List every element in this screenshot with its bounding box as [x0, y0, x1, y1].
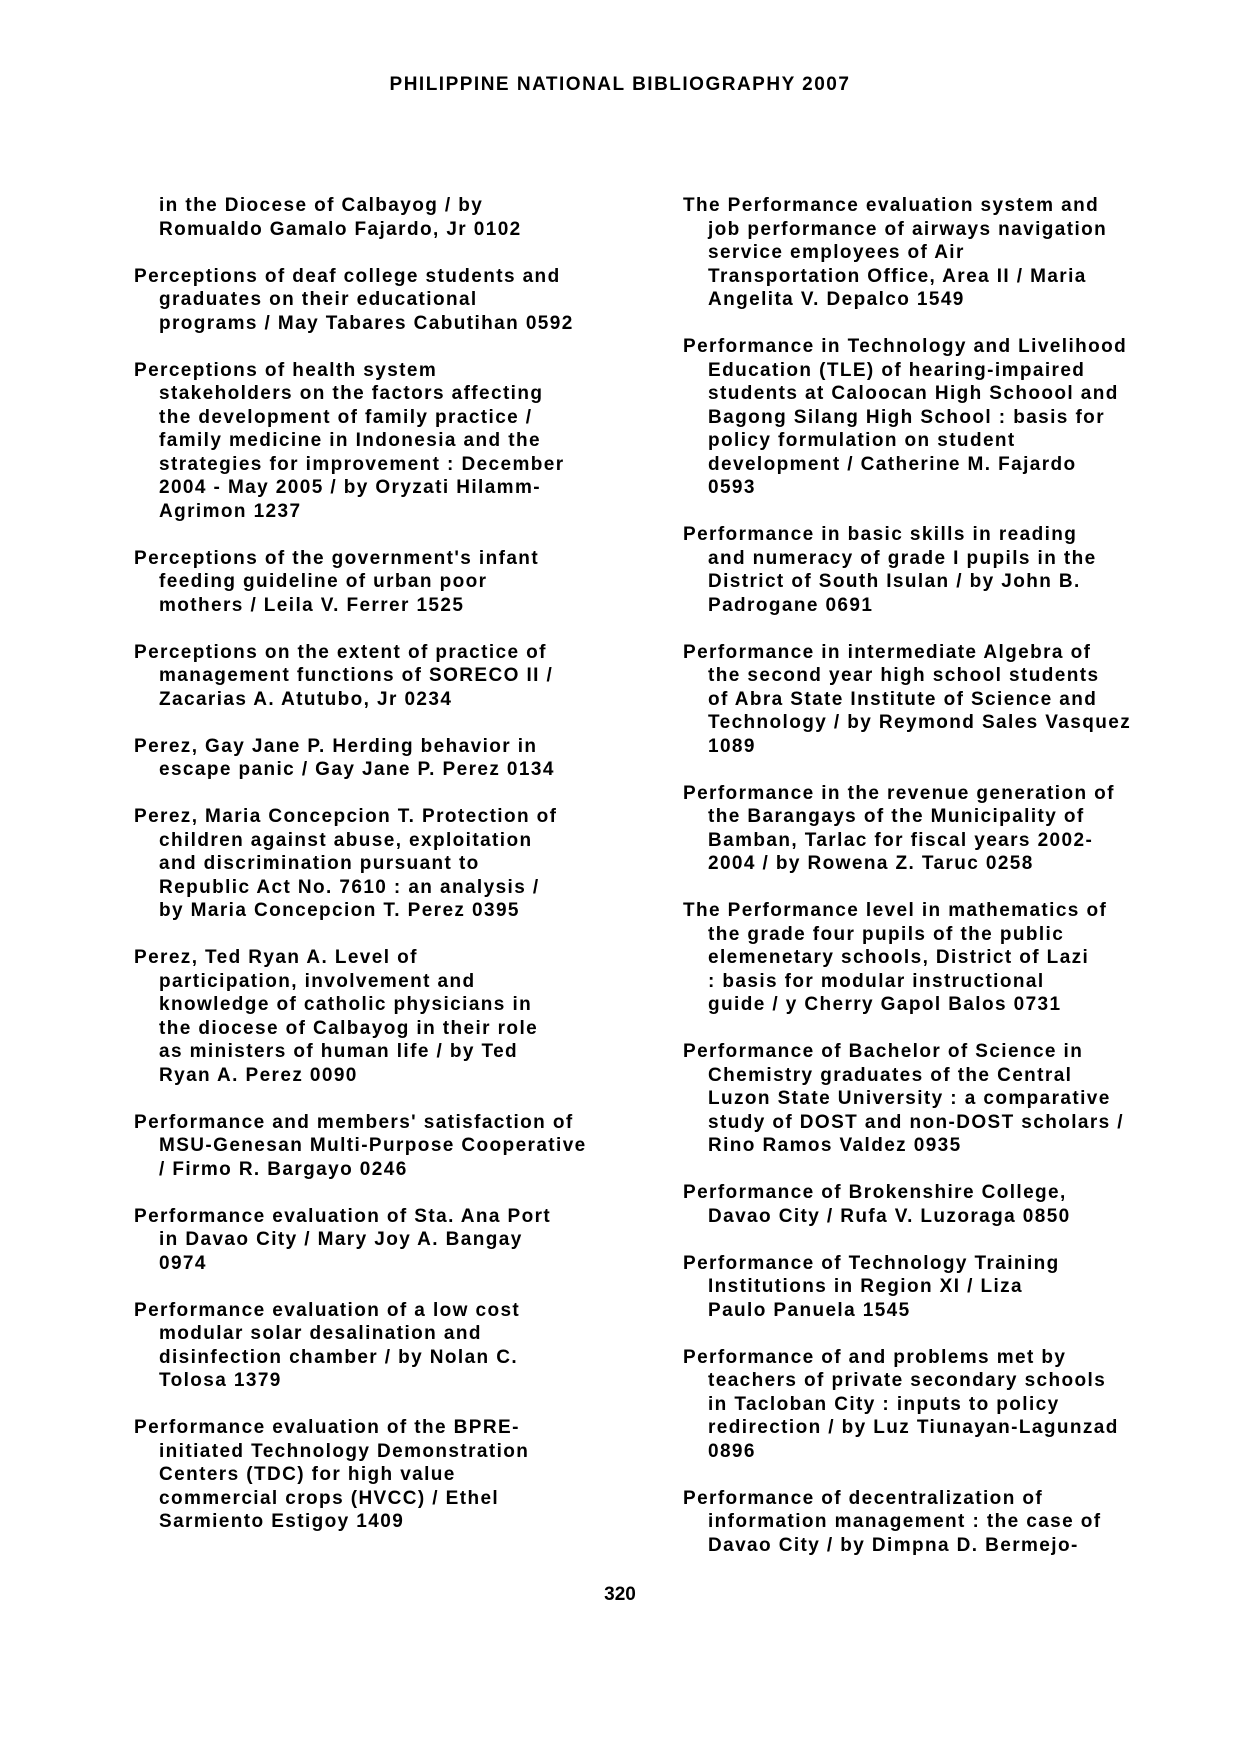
bibliography-entry: Perceptions on the extent of practice of management functions of SORECO II / Zacarias A. Atutubo, Jr 0234 [134, 641, 554, 710]
bibliography-entry: Performance evaluation of the BPRE- initiated Technology Demonstration Centers (TDC) for high value commercial crops (HVCC) / Ethel Sarmiento Estigoy 1409 [134, 1417, 530, 1532]
left-column [134, 194, 654, 1557]
bibliography-entry: Perceptions of deaf college students and graduates on their educational programs / May Tabares Cabutihan 0592 [134, 265, 574, 334]
bibliography-entry: Performance and members' satisfaction of MSU-Genesan Multi-Purpose Cooperative / Firmo R. Bargayo 0246 [134, 1111, 587, 1180]
bibliography-entry: Performance of Bachelor of Science in Chemistry graduates of the Central Luzon State University : a comparative study of DOST and non-DOST scholars / Rino Ramos Valdez 0935 [683, 1041, 1124, 1156]
bibliography-entry: Performance of decentralization of information management : the case of Davao City / by Dimpna D. Bermejo- [683, 1487, 1102, 1556]
page-number: 320 [604, 1584, 636, 1605]
bibliography-entry: Perceptions of the government's infant feeding guideline of urban poor mothers / Leila V. Ferrer 1525 [134, 547, 540, 616]
bibliography-entry: Performance in Technology and Livelihood Education (TLE) of hearing-impaired students at Caloocan High Schoool and Bagong Silang High School : basis for policy formulation on student development / Catherine M. Fajardo 0593 [683, 336, 1128, 498]
bibliography-entry: in the Diocese of Calbayog / by Romualdo Gamalo Fajardo, Jr 0102 [159, 195, 522, 240]
bibliography-entry: Perez, Ted Ryan A. Level of participation, involvement and knowledge of catholic physicians in the diocese of Calbayog in their role as ministers of human life / by Ted Ryan A. Perez 0090 [134, 947, 539, 1086]
bibliography-entry: Performance in basic skills in reading and numeracy of grade I pupils in the District of South Isulan / by John B. Padrogane 0691 [683, 524, 1097, 616]
bibliography-entry: Performance in intermediate Algebra of the second year high school students of Abra State Institute of Science and Technology / by Reymond Sales Vasquez 1089 [683, 641, 1132, 757]
running-head: PHILIPPINE NATIONAL BIBLIOGRAPHY 2007 [389, 74, 851, 95]
right-column [683, 194, 1203, 1581]
bibliography-entry: The Performance level in mathematics of the grade four pupils of the public elemenetary schools, District of Lazi : basis for modular instructional guide / y Cherry Gapol Balos 0731 [683, 900, 1108, 1015]
bibliography-entry: Performance evaluation of a low cost modular solar desalination and disinfection chamber / by Nolan C. Tolosa 1379 [134, 1299, 521, 1391]
bibliography-entry: Perez, Maria Concepcion T. Protection of children against abuse, exploitation and discrimination pursuant to Republic Act No. 7610 : an analysis / by Maria Concepcion T. Perez 0395 [134, 806, 558, 921]
bibliography-entry: Performance of Technology Training Institutions in Region XI / Liza Paulo Panuela 1545 [683, 1252, 1060, 1321]
bibliography-entry: The Performance evaluation system and job performance of airways navigation service employees of Air Transportation Office, Area II / Maria Angelita V. Depalco 1549 [683, 195, 1108, 310]
bibliography-entry: Performance in the revenue generation of the Barangays of the Municipality of Bamban, Tarlac for fiscal years 2002- 2004 / by Rowena Z. Taruc 0258 [683, 782, 1115, 874]
bibliography-entry: Performance evaluation of Sta. Ana Port in Davao City / Mary Joy A. Bangay 0974 [134, 1205, 552, 1274]
bibliography-entry: Perceptions of health system stakeholders on the factors affecting the development of family practice / family medicine in Indonesia and the strategies for improvement : December 2004 - May 2005 / by Oryzati Hilamm- Agrimon 1237 [134, 359, 565, 522]
bibliography-entry: Perez, Gay Jane P. Herding behavior in escape panic / Gay Jane P. Perez 0134 [134, 735, 555, 780]
bibliography-entry: Performance of Brokenshire College, Davao City / Rufa V. Luzoraga 0850 [683, 1182, 1071, 1227]
bibliography-entry: Performance of and problems met by teachers of private secondary schools in Tacloban City : inputs to policy redirection / by Luz Tiunayan-Lagunzad 0896 [683, 1346, 1119, 1462]
